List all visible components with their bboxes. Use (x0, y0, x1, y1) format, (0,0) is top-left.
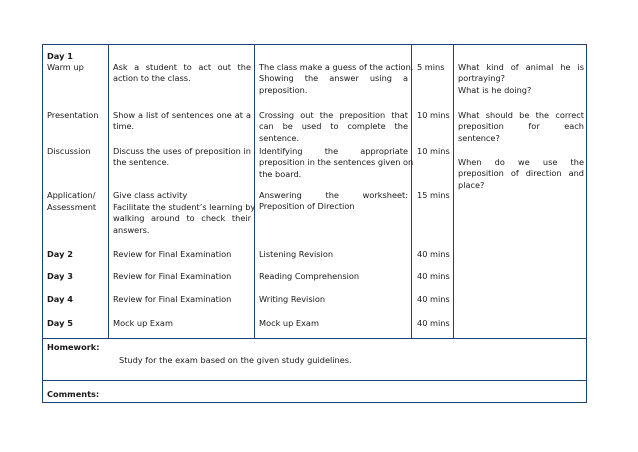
time-allotment: 10 mins (417, 110, 450, 120)
student-activity: Answering the worksheet: Preposition of Direction (259, 190, 408, 212)
teacher-activity: answers. (113, 225, 150, 235)
comments-label: Comments: (47, 389, 100, 399)
day-label: Day 2 (47, 249, 73, 259)
student-activity: preposition. (259, 85, 308, 95)
guide-question: What is he doing? (458, 85, 532, 95)
column-divider (411, 45, 412, 339)
student-activity: Reading Comprehension (259, 271, 360, 281)
student-activity: preposition in the sentences given on (259, 157, 414, 167)
column-divider (254, 45, 255, 339)
day-label: Day 3 (47, 271, 73, 281)
row-divider (43, 338, 586, 339)
student-activity: the board. (259, 169, 302, 179)
column-divider (108, 45, 109, 339)
student-activity: Writing Revision (259, 294, 326, 304)
teacher-activity: Show a list of sentences one at a time. (113, 110, 251, 132)
time-allotment: 40 mins (417, 294, 450, 304)
day-label: Day 5 (47, 318, 73, 328)
guide-question: When do we use the preposition of direction and place? (458, 157, 584, 190)
teacher-activity: Review for Final Examination (113, 271, 232, 281)
time-allotment: 15 mins (417, 190, 450, 200)
guide-question: portraying? (458, 73, 506, 83)
student-activity: Showing the answer using a (259, 73, 408, 83)
teacher-activity: Mock up Exam (113, 318, 173, 328)
stage-label: Discussion (47, 146, 91, 156)
teacher-activity: Review for Final Examination (113, 249, 232, 259)
homework-label: Homework: (47, 342, 100, 352)
student-activity: Identifying the appropriate (259, 146, 408, 156)
teacher-activity: Review for Final Examination (113, 294, 232, 304)
student-activity: Mock up Exam (259, 318, 319, 328)
stage-label: Assessment (47, 202, 97, 212)
teacher-activity: walking around to check their (113, 213, 251, 223)
guide-question: What kind of animal he is (458, 62, 584, 72)
time-allotment: 40 mins (417, 271, 450, 281)
time-allotment: 40 mins (417, 318, 450, 328)
stage-label: Warm up (47, 62, 84, 72)
student-activity: The class make a guess of the action. (259, 62, 414, 72)
stage-label: Application/ (47, 190, 96, 200)
student-activity: Crossing out the preposition that can be used to complete the sentence. (259, 110, 408, 143)
time-allotment: 10 mins (417, 146, 450, 156)
teacher-activity: Discuss the uses of preposition in the sentence. (113, 146, 251, 168)
guide-question: What should be the correct preposition for each sentence? (458, 110, 584, 143)
teacher-activity: Give class activity (113, 190, 188, 200)
homework-text: Study for the exam based on the given study guidelines. (119, 355, 352, 365)
stage-label: Presentation (47, 110, 99, 120)
time-allotment: 5 mins (417, 62, 445, 72)
time-allotment: 40 mins (417, 249, 450, 259)
day-label: Day 1 (47, 51, 73, 61)
teacher-activity: Facilitate the student’s learning by (113, 202, 256, 212)
row-divider (43, 380, 586, 381)
student-activity: Listening Revision (259, 249, 334, 259)
day-label: Day 4 (47, 294, 73, 304)
lesson-plan-table (42, 44, 587, 403)
column-divider (453, 45, 454, 339)
teacher-activity: Ask a student to act out the action to the class. (113, 62, 251, 84)
